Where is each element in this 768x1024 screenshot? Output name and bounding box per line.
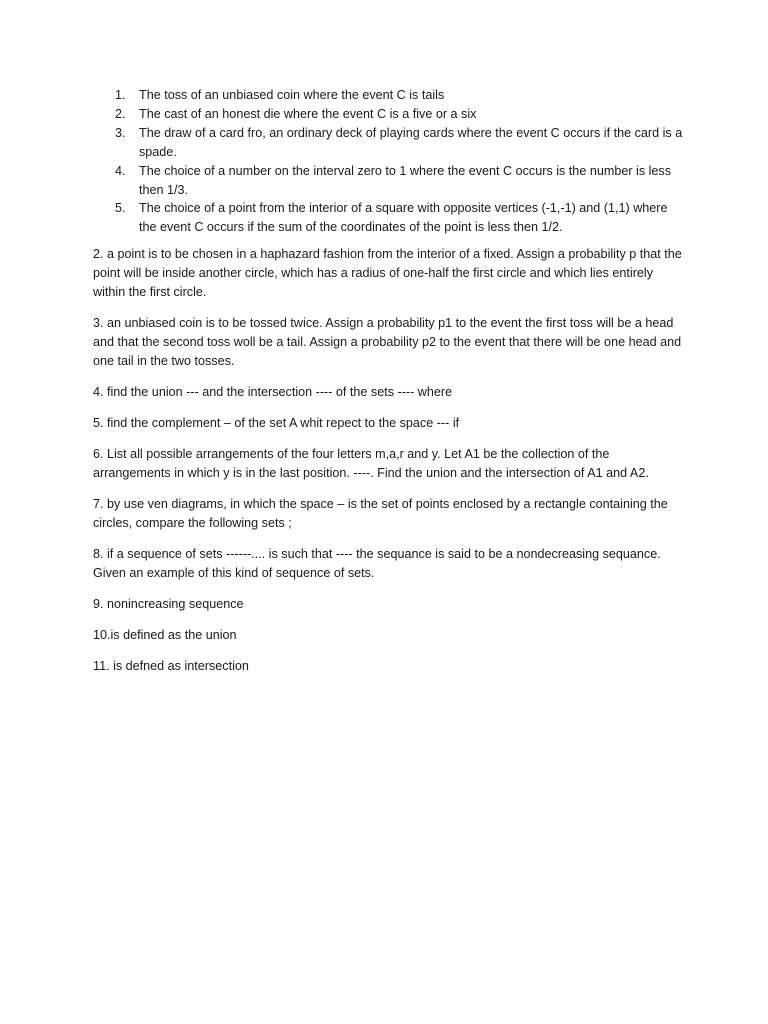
document-page: [93, 86, 683, 689]
list-item-text: The choice of a number on the interval zero to 1 where the event C occurs is the number is less then 1/3.: [139, 163, 672, 197]
list-item-text: The choice of a point from the interior of a square with opposite vertices (-1,-1) and (1,1) where the event C occurs if the sum of the coordinates of the point is less then 1/2.: [139, 201, 668, 235]
list-item-number: 5.: [115, 201, 126, 216]
list-item: [93, 86, 683, 105]
paragraph-question-10: 10.is defined as the union: [93, 628, 237, 643]
list-item-number: 4.: [115, 163, 126, 178]
list-item-number: 1.: [115, 88, 126, 102]
list-item-text: The toss of an unbiased coin where the event C is tails: [139, 88, 445, 102]
paragraph-question-8: 8. if a sequence of sets ------.... is such that ---- the sequance is said to be a nondecreasing sequance. Given an example of this kind of sequence of sets.: [93, 547, 661, 581]
paragraph-question-4: 4. find the union --- and the intersection ---- of the sets ---- where: [93, 385, 453, 400]
paragraph-question-5: 5. find the complement – of the set A whit repect to the space --- if: [93, 416, 460, 431]
list-item: [93, 199, 683, 237]
paragraph-question-7: 7. by use ven diagrams, in which the space – is the set of points enclosed by a rectangle containing the circles, compare the following sets ;: [93, 497, 668, 531]
paragraph-question-11: 11. is defned as intersection: [93, 659, 249, 674]
list-item-text: The cast of an honest die where the event C is a five or a six: [139, 106, 477, 121]
paragraph-question-2: 2. a point is to be chosen in a haphazard fashion from the interior of a fixed. Assign a probability p that the point will be inside another circle, which has a radius of one-half the first circle and which lies entirely within the first circle.: [93, 247, 682, 300]
list-item: [93, 105, 683, 124]
numbered-list: [93, 86, 683, 237]
list-item-number: 3.: [115, 125, 126, 140]
list-item-number: 2.: [115, 106, 126, 121]
list-item: [93, 162, 683, 200]
list-item-text: The draw of a card fro, an ordinary deck of playing cards where the event C occurs if the card is a spade.: [139, 125, 683, 159]
paragraph-question-3: 3. an unbiased coin is to be tossed twice. Assign a probability p1 to the event the first toss will be a head and that the second toss woll be a tail. Assign a probability p2 to the event that there will be one head and one tail in the two tosses.: [93, 316, 682, 368]
list-item: [93, 124, 683, 162]
paragraph-question-6: 6. List all possible arrangements of the four letters m,a,r and y. Let A1 be the collection of the arrangements in which y is in the last position. ----. Find the union and the intersection of A1 and A2.: [93, 447, 649, 481]
paragraph-question-9: 9. nonincreasing sequence: [93, 597, 244, 612]
